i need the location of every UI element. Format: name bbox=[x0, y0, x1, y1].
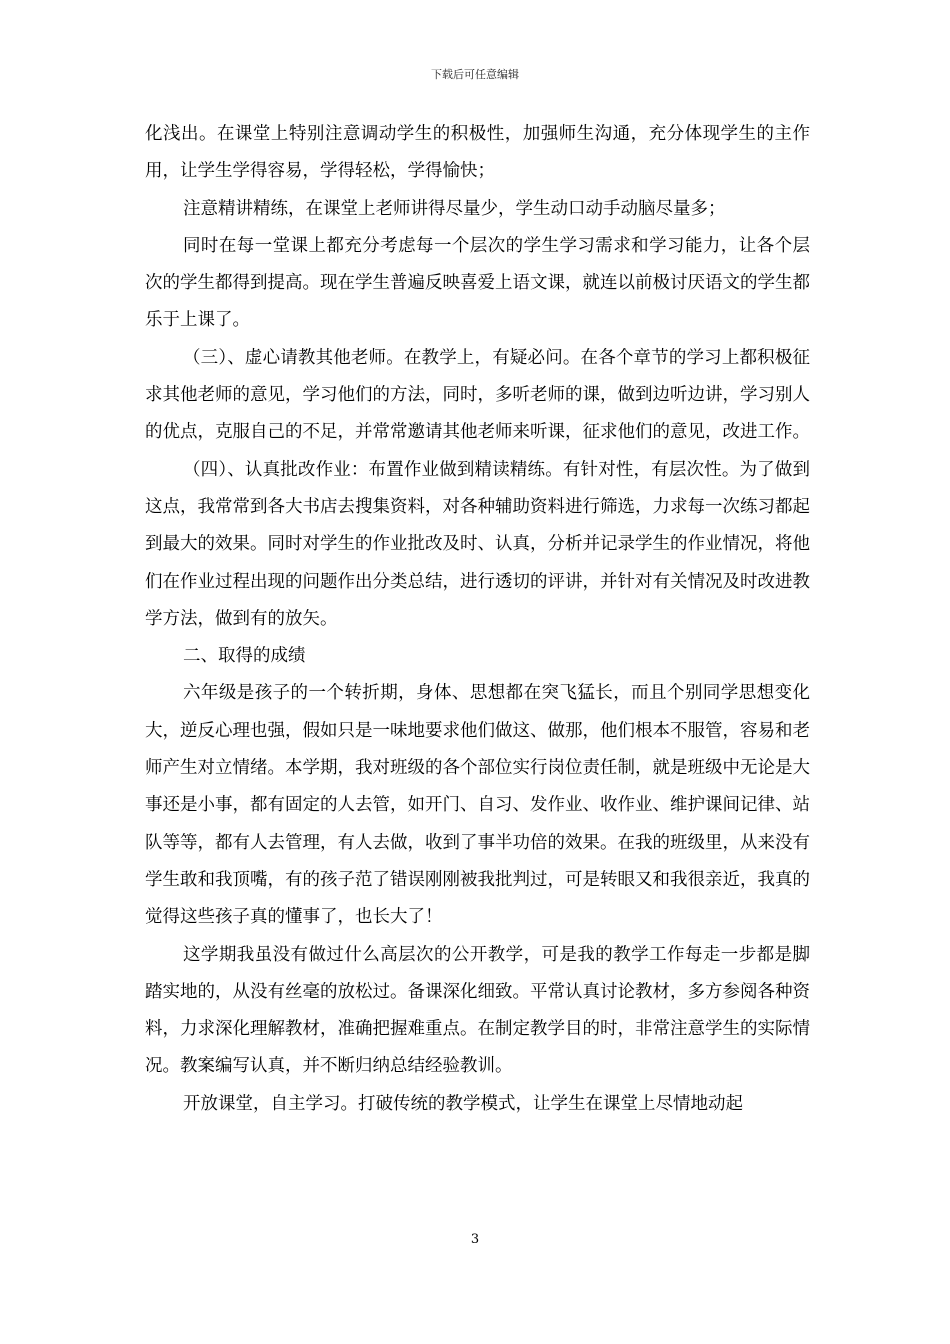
page-number: 3 bbox=[470, 1232, 480, 1247]
paragraph: 六年级是孩子的一个转折期，身体、思想都在突飞猛长，而且个别同学思想变化大，逆反心理也强，假如只是一味地要求他们做这、做那，他们根本不服管，容易和老师产生对立情绪。本学期，我对班级的各个部位实行岗位责任制，就是班级中无论是大事还是小事，都有固定的人去管，如开门、自习、发作业、收作业、维护课间记律、站队等等，都有人去管理，有人去做，收到了事半功倍的效果。在我的班级里，从来没有学生敢和我顶嘴，有的孩子范了错误刚刚被我批判过，可是转眼又和我很亲近，我真的觉得这些孩子真的懂事了，也长大了！ bbox=[145, 683, 810, 928]
paragraph: 同时在每一堂课上都充分考虑每一个层次的学生学习需求和学习能力，让各个层次的学生都得到提高。现在学生普遍反映喜爱上语文课，就连以前极讨厌语文的学生都乐于上课了。 bbox=[145, 235, 810, 331]
section-heading: 二、取得的成绩 bbox=[183, 646, 306, 667]
paragraph: （四）、认真批改作业：布置作业做到精读精练。有针对性，有层次性。为了做到这点，我常常到各大书店去搜集资料，对各种辅助资料进行筛选，力求每一次练习都起到最大的效果。同时对学生的作业批改及时、认真，分析并记录学生的作业情况，将他们在作业过程出现的问题作出分类总结，进行透切的评讲，并针对有关情况及时改进教学方法，做到有的放矢。 bbox=[145, 459, 810, 629]
paragraph: 开放课堂，自主学习。打破传统的教学模式，让学生在课堂上尽情地动起 bbox=[183, 1093, 743, 1114]
paragraph: 化浅出。在课堂上特别注意调动学生的积极性，加强师生沟通，充分体现学生的主作用，让学生学得容易，学得轻松，学得愉快； bbox=[145, 124, 810, 182]
document-body bbox=[145, 116, 810, 1123]
paragraph: （三）、虚心请教其他老师。在教学上，有疑必问。在各个章节的学习上都积极征求其他老师的意见，学习他们的方法，同时，多听老师的课，做到边听边讲，学习别人的优点，克服自己的不足，并常常邀请其他老师来听课，征求他们的意见，改进工作。 bbox=[145, 347, 810, 443]
paragraph: 注意精讲精练，在课堂上老师讲得尽量少，学生动口动手动脑尽量多； bbox=[183, 198, 726, 219]
page-header: 下载后可任意编辑 bbox=[431, 68, 519, 81]
paragraph: 这学期我虽没有做过什么高层次的公开教学，可是我的教学工作每走一步都是脚踏实地的，从没有丝毫的放松过。备课深化细致。平常认真讨论教材，多方参阅各种资料，力求深化理解教材，准确把握难重点。在制定教学目的时，非常注意学生的实际情况。教案编写认真，并不断归纳总结经验教训。 bbox=[145, 944, 810, 1077]
